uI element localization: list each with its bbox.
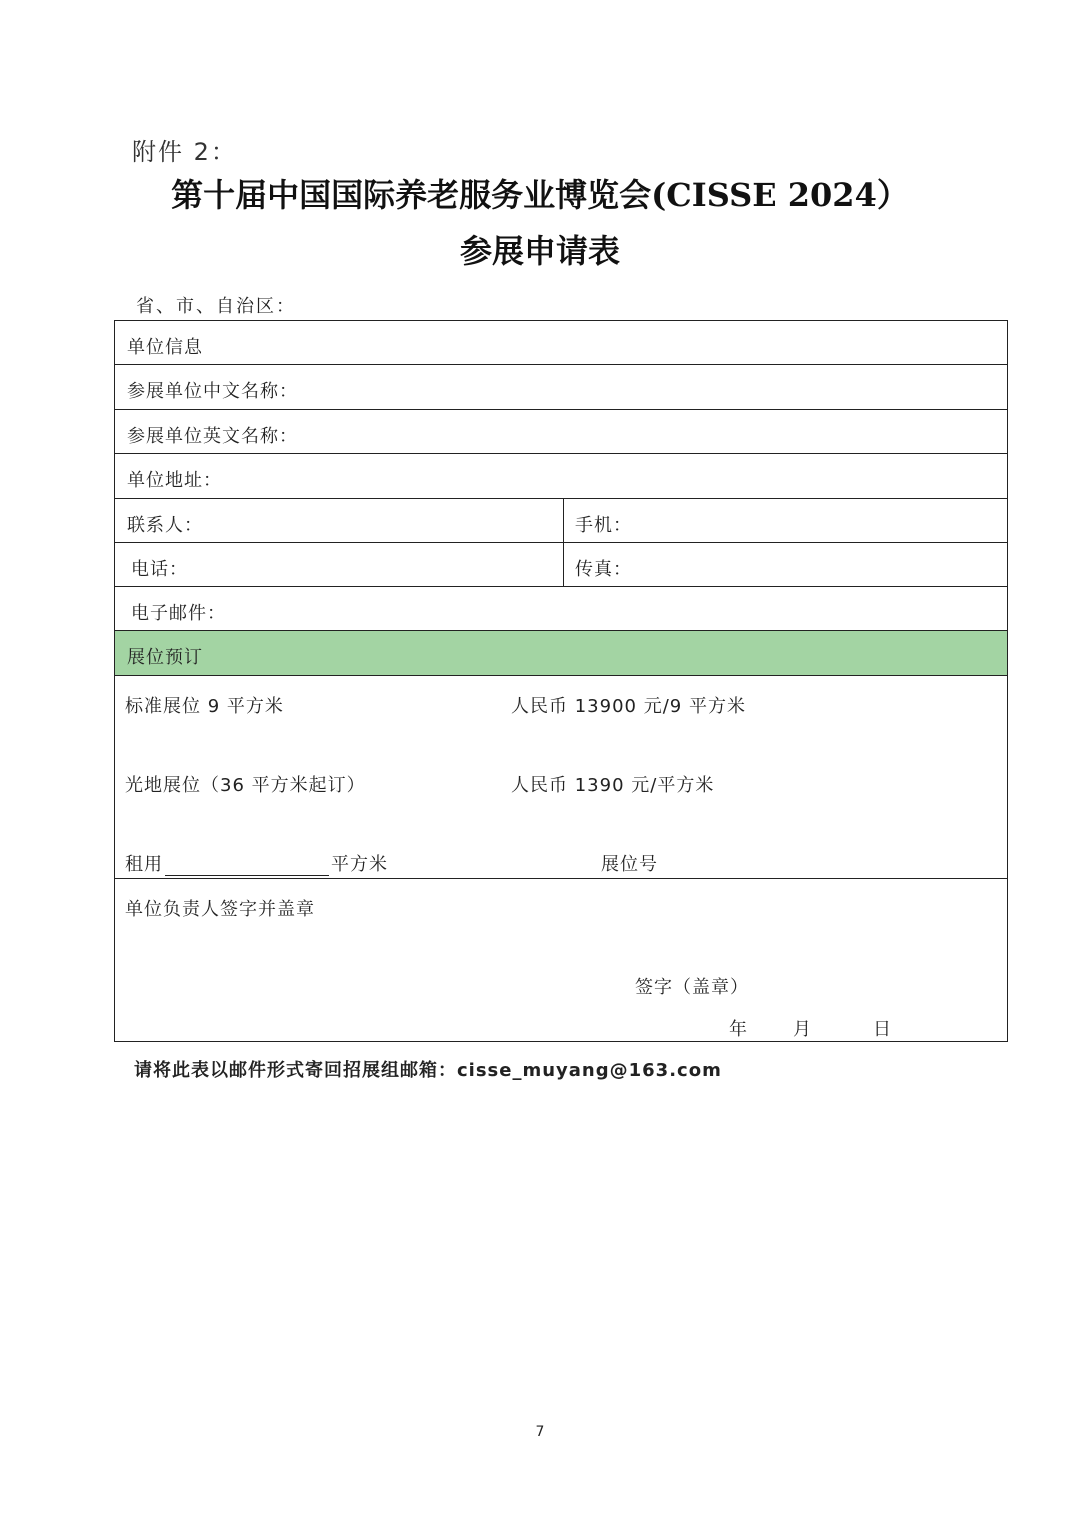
unit-info-label: 单位信息 (127, 337, 203, 358)
standard-booth-price: 人民币 13900 元/9 平方米 (511, 696, 746, 717)
raw-space-price: 人民币 1390 元/平方米 (511, 775, 715, 796)
en-name-label: 参展单位英文名称： (127, 426, 298, 447)
signature-stamp-label[interactable]: 签字（盖章） (635, 977, 749, 998)
booth-section-header (115, 631, 1007, 676)
signature-section-label: 单位负责人签字并盖章 (125, 899, 315, 920)
standard-booth-label: 标准展位 9 平方米 (125, 696, 284, 717)
fax-label: 传真： (575, 559, 632, 580)
application-form-table (114, 320, 1008, 1042)
booth-number-label: 展位号 (601, 854, 658, 875)
signature-row (115, 879, 1007, 1040)
mobile-label: 手机： (575, 515, 632, 536)
form-subtitle: 参展申请表 (459, 232, 620, 270)
region-label: 省、市、自治区： (136, 296, 296, 317)
raw-space-label: 光地展位（36 平方米起订） (125, 775, 366, 796)
booth-details-row (115, 676, 1007, 879)
booth-section-label: 展位预订 (127, 647, 203, 668)
phone-row (115, 543, 1007, 587)
rent-suffix: 平方米 (331, 854, 388, 875)
contact-row (115, 499, 1007, 543)
form-title: 第十届中国国际养老服务业博览会(CISSE 2024） (171, 176, 909, 214)
date-day: 日 (873, 1019, 892, 1040)
phone-label: 电话： (131, 559, 188, 580)
email-label: 电子邮件： (131, 603, 226, 624)
column-divider (563, 499, 564, 587)
page-number: 7 (535, 1424, 545, 1440)
date-year: 年 (729, 1019, 748, 1040)
en-name-row[interactable] (115, 410, 1007, 454)
rent-area-field[interactable] (125, 850, 388, 876)
address-row[interactable] (115, 454, 1007, 499)
cn-name-row[interactable] (115, 365, 1007, 410)
contact-label: 联系人： (127, 515, 203, 536)
attachment-label: 附件 2： (132, 138, 237, 166)
date-month: 月 (793, 1019, 812, 1040)
footer-note: 请将此表以邮件形式寄回招展组邮箱：cisse_muyang@163.com (134, 1060, 722, 1081)
rent-area-blank[interactable] (165, 857, 329, 876)
rent-prefix: 租用 (125, 854, 163, 875)
unit-info-row (115, 321, 1007, 365)
address-label: 单位地址： (127, 470, 222, 491)
email-row[interactable] (115, 587, 1007, 631)
cn-name-label: 参展单位中文名称： (127, 381, 298, 402)
